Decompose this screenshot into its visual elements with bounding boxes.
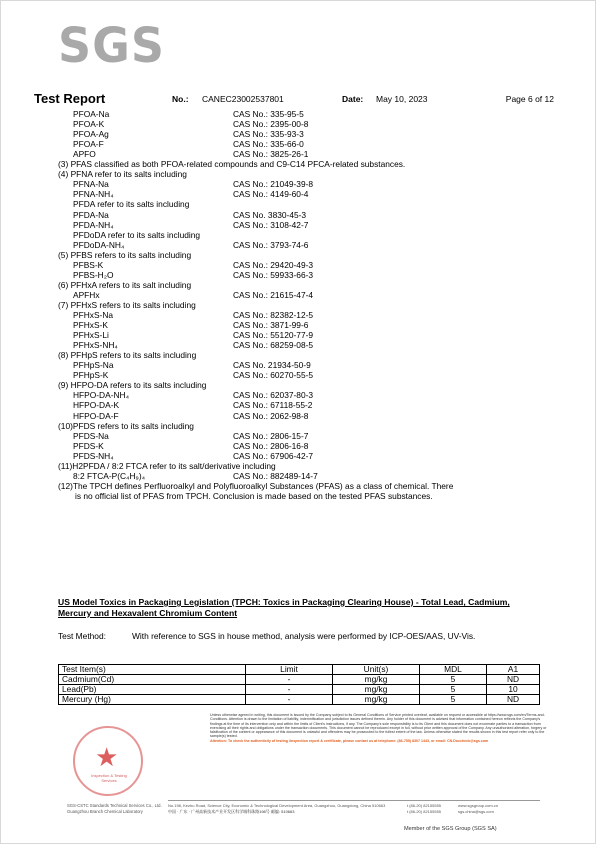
list-item [0,330,597,340]
substance-name: PFDoDA refer to its salts including [73,229,201,240]
list-item [0,260,597,270]
inspection-stamp [73,726,143,796]
cas-number: CAS No.: 335-95-5 [233,109,304,119]
list-item [0,441,597,451]
substance-name: HFPO-DA-K [73,400,120,411]
substance-name: PFHxS-Li [73,330,109,341]
report-title: Test Report [34,91,106,106]
table-row [59,695,540,705]
cas-number: CAS No.: 4149-60-4 [233,189,309,200]
list-item [0,129,597,139]
list-item [0,169,597,179]
substance-name: (4) PFNA refer to its salts including [58,169,187,180]
list-item [0,109,597,119]
list-item [0,421,597,431]
phone-numbers [407,803,441,814]
col-units: Unit(s) [333,665,420,675]
cas-number: CAS No.: 82382-12-5 [233,310,314,320]
list-item [0,240,597,250]
list-item [0,491,597,501]
substance-name: (6) PFHxA refers to its salt including [58,279,192,290]
table-header-row [59,665,540,675]
cell: ND [487,695,540,705]
authenticity-notice: Attention: To check the authenticity of testing /inspection report & certificate, please contact us at telephone: (86-755) 8307 1443, or email: CN.Doccheck@sgs.com [210,738,489,743]
cas-number: CAS No.: 21615-47-4 [233,289,314,300]
cas-number: CAS No.: 3793-74-6 [233,239,309,250]
company-line-2: Guangzhou Branch Chemical Laboratory [67,808,143,814]
substance-name: PFHxS-K [73,320,108,331]
substance-name: (3) PFAS classified as both PFOA-related compounds and C9-C14 PFCA-related substances. [58,159,406,170]
list-item [0,270,597,280]
cas-number: CAS No.: 59933-66-3 [233,269,314,280]
substance-name: (5) PFBS refers to its salts including [58,249,192,260]
list-item [0,360,597,370]
cas-number: CAS No.: 882489-14-7 [233,470,318,481]
cas-number: CAS No. 21934-50-9 [233,360,311,371]
substance-name: APFHx [73,289,100,300]
substance-name: 8:2 FTCA-P(C₄H₉)₄ [73,470,146,481]
cell: Cadmium(Cd) [59,675,246,685]
table-row [59,675,540,685]
substance-name: PFDS-K [73,440,104,451]
test-method-value: With reference to SGS in house method, analysis were performed by ICP-OES/AAS, UV-Vis. [132,631,476,641]
cas-number: CAS No.: 67906-42-7 [233,450,314,461]
cas-number: CAS No.: 335-66-0 [233,139,304,150]
report-no-label: No.: [172,94,189,104]
footer-disclaimer [210,713,550,743]
list-item [0,199,597,209]
substance-name: PFBS-H₂O [73,269,114,280]
report-no-value: CANEC23002537801 [202,94,284,104]
report-header [34,93,554,109]
section-title: US Model Toxics in Packaging Legislation (TPCH: Toxics in Packaging Clearing House) - Total Lead, Cadmium, Mercury and Hexavalent Chromium Content [58,597,510,618]
substance-name: APFO [73,149,96,160]
list-item [0,431,597,441]
company-line-1: SGS-CSTC Standards Technical Services Co., Ltd. [67,803,162,808]
list-item [0,390,597,400]
substance-name: PFDA-NH₄ [73,219,114,230]
substance-name: PFHxS-NH₄ [73,340,118,351]
cas-number: CAS No.: 67118-55-2 [233,400,313,411]
substance-name: is no official list of PFAS from TPCH. Conclusion is made based on the tested PFAS substances. [75,490,433,501]
list-item [0,250,597,260]
cell: mg/kg [333,695,420,705]
list-item [0,340,597,350]
cas-number: CAS No.: 21049-39-8 [233,179,314,190]
list-item [0,149,597,159]
cell: ND [487,675,540,685]
list-item [0,210,597,220]
list-item [0,471,597,481]
substance-name: PFOA-F [73,139,104,150]
report-date-label: Date: [342,94,364,104]
list-item [0,411,597,421]
list-item [0,189,597,199]
substance-name: PFNA-Na [73,179,109,190]
col-test-item: Test Item(s) [59,665,246,675]
cell: - [246,685,333,695]
col-a1: A1 [487,665,540,675]
substance-name: PFDS-Na [73,430,109,441]
cell: 5 [420,675,487,685]
list-item [0,320,597,330]
substance-name: PFBS-K [73,259,104,270]
cas-number: CAS No.: 55120-77-9 [233,330,314,341]
list-item [0,220,597,230]
substance-name: PFDA-Na [73,209,109,220]
substance-name: (9) HFPO-DA refers to its salts including [58,380,207,391]
cas-number: CAS No.: 3825-26-1 [233,149,309,160]
address-cn: 中国 · 广东 · 广州高新技术产业开发区科学城科珠路198号 邮编: 510663 [168,808,295,814]
substance-name: PFDA refer to its salts including [73,199,190,210]
list-item [0,139,597,149]
list-item [0,280,597,290]
cell: mg/kg [333,675,420,685]
cas-number: CAS No.: 2395-00-8 [233,119,309,130]
cas-number: CAS No.: 2806-15-7 [233,430,309,441]
test-method-label: Test Method: [58,631,106,641]
substance-name: (12)The TPCH defines Perfluoroalkyl and Polyfluoroalkyl Substances (PFAS) as a class of chemical. There [58,480,454,491]
cell: 10 [487,685,540,695]
list-item [0,350,597,360]
col-limit: Limit [246,665,333,675]
web-contacts [458,803,498,814]
cell: - [246,695,333,705]
list-item [0,461,597,471]
cell: Lead(Pb) [59,685,246,695]
substance-name: (8) PFHpS refers to its salts including [58,350,197,361]
list-item [0,290,597,300]
cas-number: CAS No.: 68259-08-5 [233,340,314,351]
substance-name: (7) PFHxS refers to its salts including [58,299,196,310]
substance-name: HFPO-DA-F [73,410,119,421]
page-number: Page 6 of 12 [505,94,554,104]
cell: 5 [420,685,487,695]
stamp-text: Inspection & Testing Services [91,773,127,783]
substance-name: (10)PFDS refers to its salts including [58,420,194,431]
cas-number: CAS No.: 62037-80-3 [233,390,314,401]
list-item [0,370,597,380]
cell: - [246,675,333,685]
list-item [0,300,597,310]
list-item [0,451,597,461]
substance-name: PFOA-Na [73,109,110,119]
substance-name: PFHpS-K [73,370,109,381]
list-item [0,230,597,240]
cas-number: CAS No.: 335-93-3 [233,129,304,140]
cas-number: CAS No.: 2806-16-8 [233,440,309,451]
substance-name: PFHpS-Na [73,360,114,371]
list-item [0,179,597,189]
list-item [0,310,597,320]
results-table [58,664,540,705]
cas-number: CAS No.: 3108-42-7 [233,219,309,230]
sgs-logo: SGS [58,16,166,74]
website-link[interactable]: www.sgsgroup.com.cn [458,803,499,808]
cell: 5 [420,695,487,705]
star-icon: ★ [95,742,119,772]
list-item [0,119,597,129]
substance-name: PFOA-Ag [73,129,109,140]
substance-name: PFNA-NH₄ [73,189,114,200]
substance-name: (11)H2PFDA / 8:2 FTCA refer to its salt/derivative including [58,460,276,471]
cas-number: CAS No.: 29420-49-3 [233,259,314,270]
footer-divider [168,800,540,801]
list-item [0,380,597,390]
cell: Mercury (Hg) [59,695,246,705]
address-en: No.198, Kezhu Road, Science City, Economic & Technological Development Area, Guangzhou, Guangdong, China 510663 [168,803,386,808]
list-item [0,481,597,491]
cell: mg/kg [333,685,420,695]
substance-name: PFHxS-Na [73,310,114,320]
substance-name: PFDS-NH₄ [73,450,114,461]
list-item [0,159,597,169]
disclaimer-text: Unless otherwise agreed in writing, this document is issued by the Company subject to its General Conditions of Service printed overleaf, available on request or accessible at https://www.sgs.com/en/Terms-and-Conditions. Attention is drawn to the limitation of liability, indemnification and jurisdiction issues defined therein. Any holder of this document is advised that information contained hereon reflects the Company's findings at the time of its intervention only and within the limits of Client's instructions, if any. The Company's sole responsibility is to its Client and this document does not exonerate parties to a transaction from exercising all their rights and obligations under the transaction documents. This document cannot be reproduced except in full, without prior written approval of the Company. Any unauthorized alteration, forgery or falsification of the content or appearance of this document is unlawful and offenders may be prosecuted to the fullest extent of the law. Unless otherwise stated the results shown in this test report refer only to the sample(s) tested. [210,713,547,739]
col-mdl: MDL [420,665,487,675]
table-row [59,685,540,695]
substance-name: PFDoDA-NH₄ [73,239,125,250]
cas-number: CAS No.: 2062-98-8 [233,410,309,421]
cas-number: CAS No. 3830-45-3 [233,209,307,220]
substance-name: PFOA-K [73,119,105,130]
member-note: Member of the SGS Group (SGS SA) [404,826,497,832]
company-name [67,803,162,814]
phone-2: t (86-20) 82155555 [407,808,442,814]
substance-name: HFPO-DA-NH₄ [73,390,129,401]
company-address [168,803,385,814]
email-link[interactable]: sgs.china@sgs.com [458,808,494,814]
cas-number: CAS No.: 60270-55-5 [233,370,314,381]
report-date-value: May 10, 2023 [376,94,428,104]
phone-1: t (86-20) 82155555 [407,803,442,808]
list-item [0,400,597,410]
cas-number: CAS No.: 3871-99-6 [233,320,309,331]
